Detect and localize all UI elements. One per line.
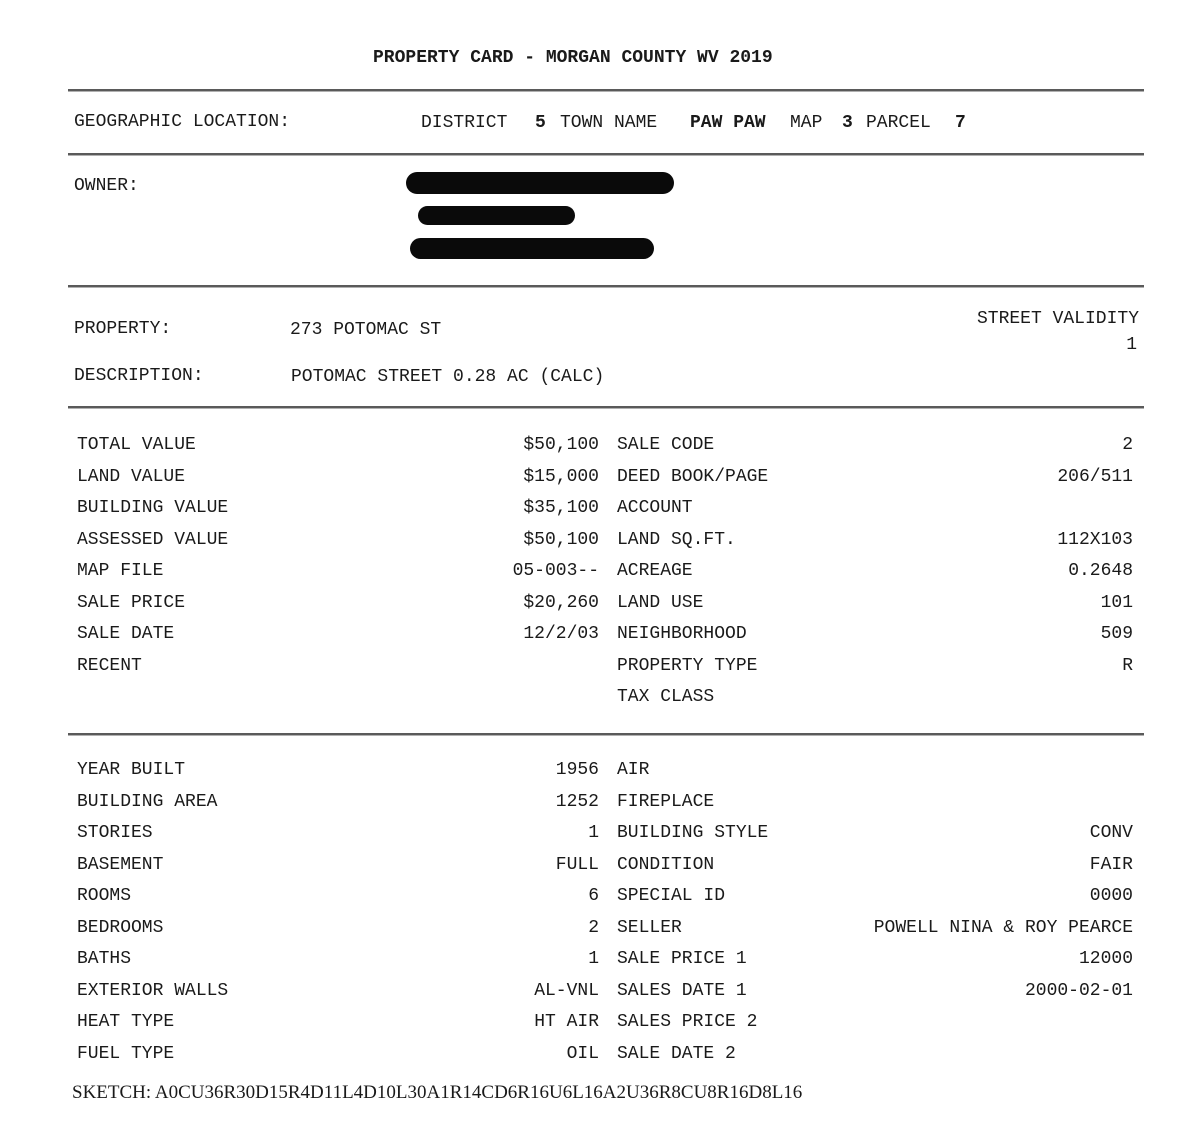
field-label: BASEMENT xyxy=(77,854,164,875)
field-label: MAP FILE xyxy=(77,561,164,581)
field-label: EXTERIOR WALLS xyxy=(77,980,229,1001)
field-value: $20,260 xyxy=(523,592,599,613)
geo-map-label: MAP xyxy=(790,113,823,133)
divider xyxy=(68,733,1144,735)
field-label: LAND VALUE xyxy=(77,466,186,487)
field-label: DEED BOOK/PAGE xyxy=(617,466,769,487)
field-value: 1 xyxy=(588,949,599,969)
field-label: FUEL TYPE xyxy=(77,1043,175,1064)
field-value: 101 xyxy=(1100,592,1133,613)
field-value: R xyxy=(1122,655,1133,676)
field-value: $35,100 xyxy=(523,498,599,518)
field-label: BUILDING STYLE xyxy=(617,823,769,843)
field-label: CONDITION xyxy=(617,854,715,875)
field-label: ACCOUNT xyxy=(617,498,693,518)
field-value: 0.2648 xyxy=(1068,561,1133,581)
field-value: 2 xyxy=(1122,435,1133,455)
description-label: DESCRIPTION: xyxy=(74,366,204,386)
street-validity-value: 1 xyxy=(1126,335,1137,355)
field-value: 0000 xyxy=(1089,886,1133,906)
field-value: $50,100 xyxy=(523,529,599,550)
field-label: ROOMS xyxy=(77,886,132,906)
street-validity-label: STREET VALIDITY xyxy=(976,309,1139,329)
field-label: ACREAGE xyxy=(617,561,693,581)
field-label: SPECIAL ID xyxy=(617,886,726,906)
redaction-bar xyxy=(410,238,654,259)
field-label: BEDROOMS xyxy=(77,917,164,938)
field-value: 12/2/03 xyxy=(523,624,599,644)
geo-map-value: 3 xyxy=(842,113,853,133)
field-label: BUILDING VALUE xyxy=(77,498,229,518)
field-value: HT AIR xyxy=(534,1012,599,1032)
field-value: OIL xyxy=(566,1043,599,1064)
field-label: SALES DATE 1 xyxy=(617,980,747,1001)
field-label: SALE PRICE 1 xyxy=(617,949,747,969)
field-label: LAND SQ.FT. xyxy=(617,529,736,550)
field-label: TAX CLASS xyxy=(617,687,715,707)
property-value: 273 POTOMAC ST xyxy=(290,320,442,340)
field-label: STORIES xyxy=(77,823,153,843)
field-value: FAIR xyxy=(1089,854,1133,875)
field-label: PROPERTY TYPE xyxy=(617,655,758,676)
geo-district-value: 5 xyxy=(535,113,546,133)
field-label: SALE PRICE xyxy=(77,592,186,613)
geo-town-label: TOWN NAME xyxy=(560,113,658,133)
divider xyxy=(68,285,1144,287)
field-value: 1252 xyxy=(555,791,599,812)
description-value: POTOMAC STREET 0.28 AC (CALC) xyxy=(291,367,605,387)
field-label: HEAT TYPE xyxy=(77,1012,175,1032)
field-label: BATHS xyxy=(77,949,132,969)
field-label: AIR xyxy=(617,760,650,780)
field-value: 2 xyxy=(588,917,599,938)
field-value: $15,000 xyxy=(523,466,599,487)
field-label: SALE DATE xyxy=(77,624,175,644)
field-label: TOTAL VALUE xyxy=(77,435,196,455)
geo-label: GEOGRAPHIC LOCATION: xyxy=(74,112,291,132)
geo-town-value: PAW PAW xyxy=(690,113,766,133)
field-value: 206/511 xyxy=(1057,466,1133,487)
divider xyxy=(68,89,1144,91)
field-value: 509 xyxy=(1100,624,1133,644)
geo-district-label: DISTRICT xyxy=(421,113,508,133)
field-value: AL-VNL xyxy=(534,980,599,1001)
divider xyxy=(68,153,1144,155)
field-value: 05-003-- xyxy=(512,561,599,581)
redaction-bar xyxy=(418,206,575,225)
field-label: SALE CODE xyxy=(617,435,715,455)
geo-parcel-label: PARCEL xyxy=(866,113,931,133)
geo-parcel-value: 7 xyxy=(955,113,966,133)
field-label: BUILDING AREA xyxy=(77,791,218,812)
field-label: SELLER xyxy=(617,917,682,938)
field-value: 1956 xyxy=(555,760,599,780)
field-label: RECENT xyxy=(77,655,142,676)
field-value: 1 xyxy=(588,823,599,843)
sketch-code: SKETCH: A0CU36R30D15R4D11L4D10L30A1R14CD6R16U6L16A2U36R8CU8R16D8L16 xyxy=(72,1082,803,1103)
field-value: 12000 xyxy=(1078,949,1133,969)
field-value: POWELL NINA & ROY PEARCE xyxy=(873,917,1133,938)
field-value: FULL xyxy=(555,854,599,875)
field-label: SALES PRICE 2 xyxy=(617,1012,758,1032)
field-value: 112X103 xyxy=(1057,529,1133,550)
owner-label: OWNER: xyxy=(74,176,139,196)
divider xyxy=(68,406,1144,408)
field-label: LAND USE xyxy=(617,592,704,613)
field-label: SALE DATE 2 xyxy=(617,1043,736,1064)
field-value: $50,100 xyxy=(523,435,599,455)
field-label: NEIGHBORHOOD xyxy=(617,624,747,644)
field-value: CONV xyxy=(1089,823,1133,843)
page-title: PROPERTY CARD - MORGAN COUNTY WV 2019 xyxy=(373,48,773,68)
property-label: PROPERTY: xyxy=(74,319,172,339)
redaction-bar xyxy=(406,172,674,194)
field-label: FIREPLACE xyxy=(617,791,715,812)
field-value: 6 xyxy=(588,886,599,906)
field-label: YEAR BUILT xyxy=(77,760,186,780)
field-value: 2000-02-01 xyxy=(1024,980,1133,1001)
field-label: ASSESSED VALUE xyxy=(77,529,229,550)
